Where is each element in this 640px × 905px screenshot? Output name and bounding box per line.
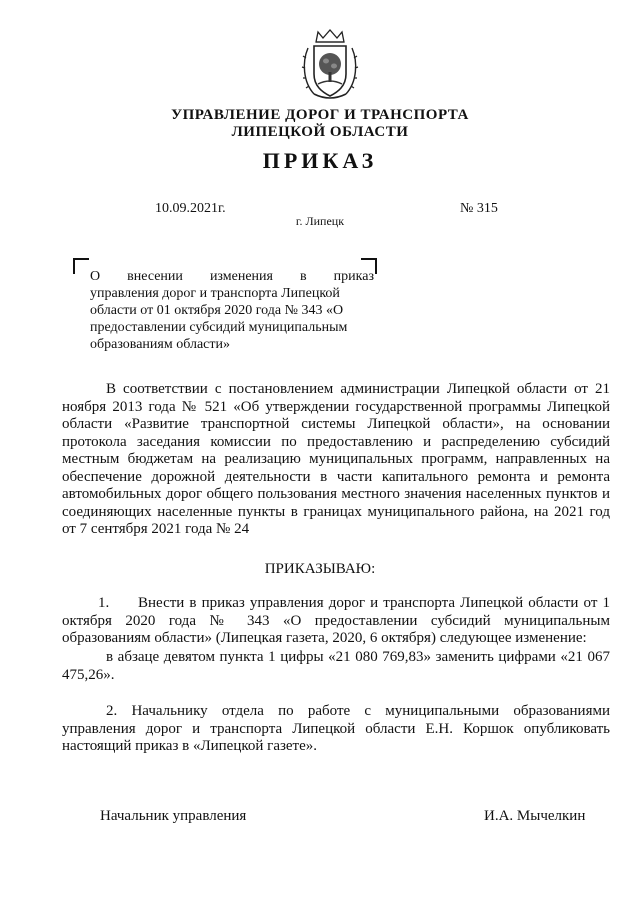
organization-name-line2: ЛИПЕЦКОЙ ОБЛАСТИ [231,124,409,140]
organization-name-line1: УПРАВЛЕНИЕ ДОРОГ И ТРАНСПОРТА [171,107,469,123]
signatory-name: И.А. Мычелкин [484,808,586,824]
order-item-1-text: Внести в приказ управления дорог и транспорта Липецкой области от 1 октября 2020 года № 343 «О предоставлении субсидий муниципальным образованиям области» (Липецкая газета, 2020, 6 октября) следующее изменение: [62,595,610,646]
order-item-1-change: в абзаце девятом пункта 1 цифры «21 080 769,83» заменить цифрами «21 067 475,26». [62,649,610,683]
signatory-position: Начальник управления [100,808,247,824]
order-item-2: 2. Начальнику отдела по работе с муниципальными образованиями управления дорог и транспорта Липецкой области Е.Н. Коршок опубликовать настоящий приказ в «Липецкой газете». [62,703,610,754]
coat-of-arms-icon [300,28,360,102]
order-item-1-number: 1. [98,595,110,611]
document-subject [90,268,374,353]
subject-word: изменения [209,269,273,284]
subject-word: О [90,269,101,284]
document-date: 10.09.2021г. [155,201,226,216]
document-title: ПРИКАЗ [262,148,378,173]
document-number: № 315 [460,201,498,216]
order-heading: ПРИКАЗЫВАЮ: [264,561,376,577]
order-item-1 [62,595,610,648]
preamble-paragraph: В соответствии с постановлением администрации Липецкой области от 21 ноября 2013 года № 521 «Об утверждении государственной программы Липецкой области «Развитие транспортной системы Липецкой области», на основании протокола заседания комиссии по предоставлению и распределению субсидий местным бюджетам на реализацию муниципальных программ, направленных на обеспечение дорожной деятельности в части капитального ремонта и ремонта автомобильных дорог общего пользования местного значения населенных пунктов и соединяющих населенные пункты в границах муниципального района, на 2021 год от 7 сентября 2021 года № 24 [62,381,610,537]
subject-word: внесении [127,269,183,284]
subject-first-line [90,268,374,285]
subject-bracket-left [73,258,89,274]
subject-word: приказ [333,269,374,284]
subject-rest: управления дорог и транспорта Липецкой области от 01 октября 2020 года № 343 «О предоставлении субсидий муниципальным образованиям области» [90,286,348,352]
subject-word: в [300,269,307,284]
document-city: г. Липецк [295,214,345,228]
